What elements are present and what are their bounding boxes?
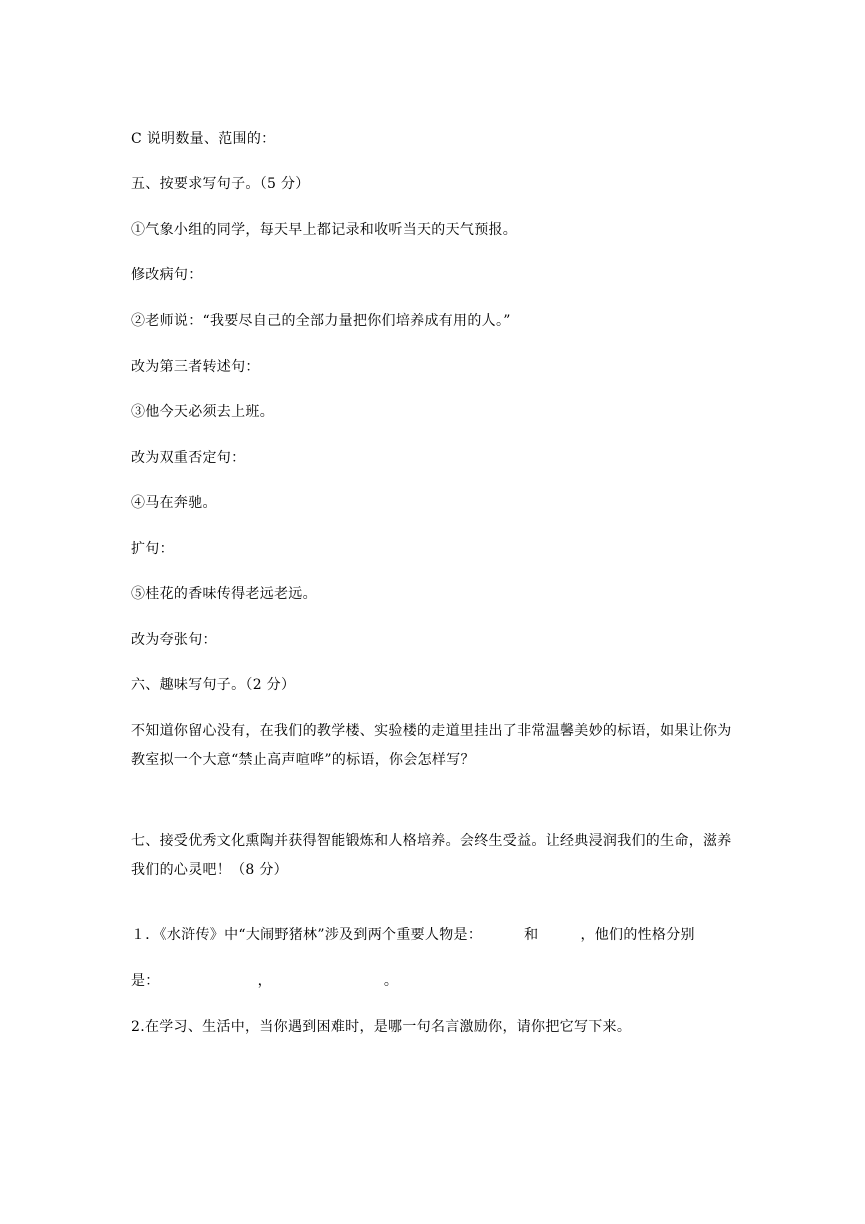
text-line-c-quantity: C 说明数量、范围的：: [131, 131, 276, 147]
question-6-body: 不知道你留心没有，在我们的教学楼、实验楼的走道里挂出了非常温馨美妙的标语，如果让你为教室拟一个大意“禁止高声喧哗”的标语，你会怎样写？: [131, 723, 732, 768]
question-7-2: 2.在学习、生活中，当你遇到困难时，是哪一句名言激励你，请你把它写下来。: [131, 1019, 632, 1035]
question-7-1-line-1: [131, 925, 695, 945]
question-5-3-task: 改为双重否定句：: [131, 450, 246, 466]
question-5-2-task: 改为第三者转述句：: [131, 359, 260, 375]
question-5-4-task: 扩句：: [131, 541, 174, 557]
question-5-2: ②老师说：“我要尽自己的全部力量把你们培养成有用的人。”: [131, 313, 511, 329]
question-5-5: ⑤桂花的香味传得老远老远。: [131, 586, 317, 602]
question-7-1-line-2: [131, 971, 398, 991]
section-five-heading: 五、按要求写句子。（5 分）: [131, 176, 310, 192]
question-5-5-task: 改为夸张句：: [131, 632, 217, 648]
question-5-1-task: 修改病句：: [131, 267, 203, 283]
question-7-1-text-2: ，他们的性格分别: [580, 927, 695, 943]
question-5-4: ④马在奔驰。: [131, 495, 217, 511]
question-7-1-and: 和: [524, 927, 539, 943]
section-six-heading: 六、趣味写句子。（2 分）: [131, 677, 296, 693]
question-5-1: ①气象小组的同学，每天早上都记录和收听当天的天气预报。: [131, 222, 518, 238]
question-7-1-comma: ，: [257, 973, 272, 989]
section-seven-heading: 七、接受优秀文化熏陶并获得智能锻炼和人格培养。会终生受益。让经典浸润我们的生命，滋养我们的心灵吧！（8 分）: [131, 833, 732, 878]
question-7-1-line-2-start: 是：: [131, 973, 160, 989]
question-7-1-text: １．《水浒传》中“大闹野猪林”涉及到两个重要人物是：: [131, 927, 483, 943]
question-7-1-period: 。: [383, 973, 399, 989]
question-5-3: ③他今天必须去上班。: [131, 404, 274, 420]
